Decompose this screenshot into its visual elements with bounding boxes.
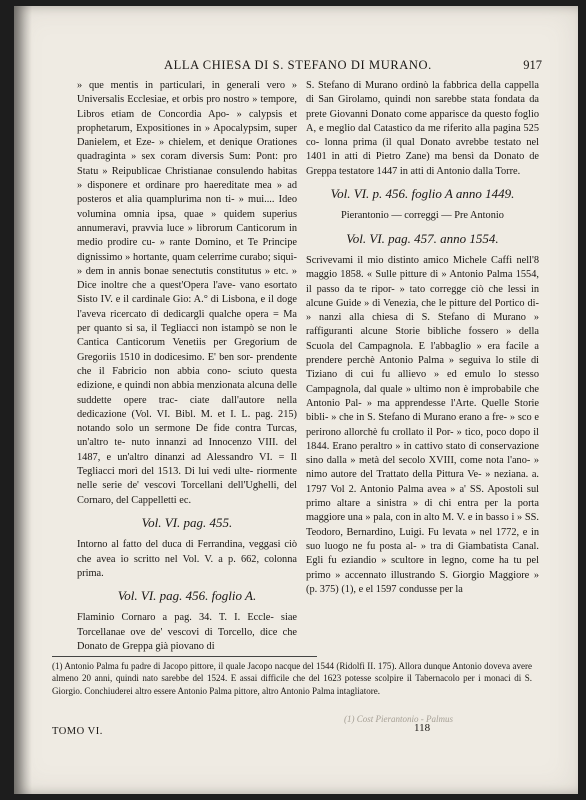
page-gutter-shadow <box>14 6 32 794</box>
section-heading: Vol. VI. p. 456. foglio A anno 1449. <box>330 186 515 202</box>
section-heading: Vol. VI. pag. 457. anno 1554. <box>346 230 499 246</box>
section-heading: Vol. VI. pag. 455. <box>141 514 233 530</box>
running-header <box>14 58 578 74</box>
signature-number: 118 <box>414 722 431 734</box>
left-paragraph-1: » que mentis in particulari, in generali vero » Universalis Ecclesiae, et orbis pro nostro » tempore, Libros etiam de Concordia Apo- » calypsis et prophetarum, Expositiones in » Apocalypsim, super Danielem, et Eze- » chielem, et denique Orationes quadraginta » sex coram diversis Sum: Pont: pro Statu » Reipublicae Christianae consulendo habitas » disponere et ordinare pro haereditate mea » ad posteros et alia quamplurima non ti- » mui.... Ideo volumina omnia ipsa, quae » quidem superius annumeravi, pravvia luce » librorum Canticorum in medio prodire cu- » rante Domino, et Te Principe dignissimo » hortante, quam celerrime curabo; siqui- » dem in annis bonae senectutis constitutus » etc. » Dice inoltre che a quest'Opera l'ave- vano esortato Sisto IV. e il cardinale Gio: A.° di Lisbona, e il doge l'aveva ricercato di dedicargli qualche opera = Ma per quanto si sa, il Tegliacci non istampò se non le Cantica Canticorum Venetiis per Gregorium de Gregoriis 1510 in dodicesimo. E' ben sor- prendente che il Fabricio non abbia cono- sciuto questa edizione, e quindi non abbia menzionata alcuna delle suddette opere trac- ciate dall'autore nella dedicazione (Vol. VI. Bibl. M. et I. L. pag. 215) notando solo un sermone De fide contra Turcas, un'altro te- nuto innanzi ad Innocenzo VIII. del 1487, e un'altro dinanzi ad Alessandro VI. = Il Tegliacci morì del 1513. Di lui vedi ulte- riormente nelle serie de' vescovi Torcellani dell'Ughelli, del Cornaro, del Cappelletti ec. <box>77 80 297 506</box>
footnote: (1) Antonio Palma fu padre di Jacopo pittore, il quale Jacopo nacque del 1544 (Ridolfi II. 175). Allora dunque Antonio doveva avere almeno 20 anni, quindi nato sarebbe del 1524. E assai difficile che del 1623 potesse scolpire il Tabernacolo per i monaci di S. Giorgio. Conchiuderei altro essere Antonio Palma pittore, altro Antonio Palma intagliatore. <box>52 661 532 696</box>
right-paragraph-2: Scrivevami il mio distinto amico Michele Caffi nell'8 maggio 1858. « Sulle pitture di » Antonio Palma 1554, il passo da te ripor- » tato corregge ciò che lessi in alcune Guide » di Venezia, che le pitture del Portico di- » nanzi alla chiesa di S. Stefano di Murano » raffiguranti alcune Storie bibliche fossero » della Scuola del Campagnola. E l'abbaglio » era facile a prendere perchè Antonio Palma » seguiva lo stile di Tiziano di cui fu allievo » ed emulo lo stesso Campagnola, dal quale » ultimo non è improbabile che Antonio Pal- » ma apprendesse l'Arte. Quelle Storie bibli- » che in S. Stefano di Murano erano a fre- » sco e perirono allorchè fu crollato il Por- » tico, poco dopo il 1844. Erano peraltro » in cattivo stato di conservazione sino dalla » metà del secolo XVIII, come nota l'ano- » nimo autore del Trattato della Pittura Ve- » neziana. a. 1797 Vol 2. Antonio Palma avea » a' SS. Apostoli sul primo altare a sinistra » di chi entra per la porta maggiore una » pala, con in alto M. V. e in basso i » SS. Teodoro, Bernardino, Luigi. Fu levata » nel 1772, e in suo luogo ne fu posta al- » tra di Giambatista Canal. Egli fu eziandio » scultore in legno, come ha tu pel primo » accennato illustrando S. Giorgio Maggiore » (p. 375) (1), e el 1597 condusse per la <box>306 254 539 595</box>
footnote-rule <box>52 656 317 657</box>
section-heading: Vol. VI. pag. 456. foglio A. <box>117 588 257 604</box>
left-paragraph-2: Intorno al fatto del duca di Ferrandina, veggasi ciò che avea io scritto nel Vol. V. a p. 662, colonna prima. <box>77 539 297 579</box>
left-paragraph-3: Flaminio Cornaro a pag. 34. T. I. Eccle- siae Torcellanae ove de' vescovi di Torcello, dice che Donato de Greppa già piovano di <box>77 612 297 652</box>
right-column <box>306 79 539 597</box>
bleed-through-text: (1) Cost Pierantonio - Palmus <box>344 714 453 724</box>
page-number: 917 <box>523 58 542 72</box>
book-page <box>14 6 578 794</box>
correction-note: Pierantonio — correggi — Pre Antonio <box>341 210 504 222</box>
left-column <box>77 79 297 654</box>
volume-label: TOMO VI. <box>52 726 103 737</box>
running-title: ALLA CHIESA DI S. STEFANO DI MURANO. <box>164 58 432 72</box>
right-paragraph-1: S. Stefano di Murano ordinò la fabbrica della cappella di San Girolamo, quindi non sarebbe stata fondata da prete Giovanni Donato come apparisce da questo foglio A, e meglio dal Catastico da me riferito alla pagina 525 co- lonna prima (il qual Donato avrebbe testato nel 1401 in atti di Pietro Zane) ma bensì da Donato de Greppa testatore 1447 in atti di Antonio dalla Torre. <box>306 80 539 177</box>
